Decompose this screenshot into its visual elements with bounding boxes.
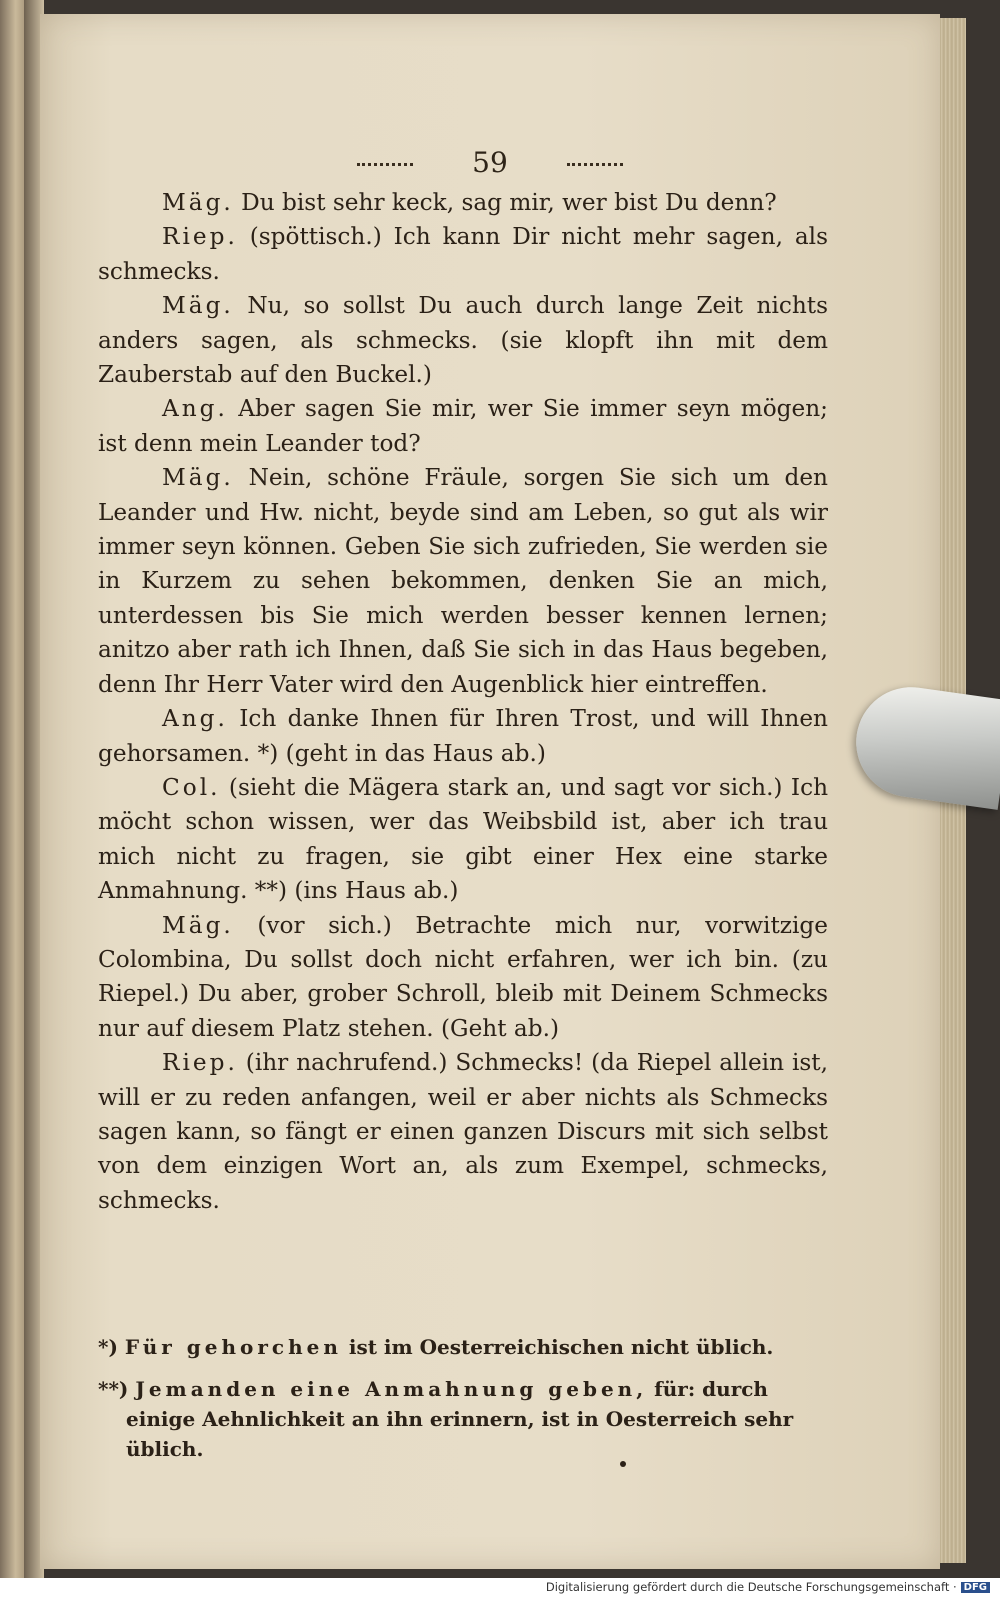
page-header	[40, 146, 940, 179]
dialogue-paragraph	[98, 461, 828, 702]
dialogue-paragraph	[98, 909, 828, 1047]
speaker-name: Ang.	[162, 395, 228, 423]
speaker-name: Mäg.	[162, 189, 234, 216]
dialogue-text: (sieht die Mägera stark an, und sagt vor sich.) Ich möcht schon wissen, wer das Weibsbild ist, aber ich trau mich nicht zu fragen, sie gibt einer Hex eine starke Anmahnung. **) (ins Haus ab.)	[98, 773, 828, 905]
header-ornament-left	[357, 163, 413, 166]
speaker-name: Mäg.	[162, 292, 234, 320]
credit-text: Digitalisierung gefördert durch die Deutsche Forschungsgemeinschaft ·	[545, 1580, 957, 1594]
dialogue-text: Nu, so sollst Du auch durch lange Zeit nichts anders sagen, als schmecks. (sie klopft ihn mit dem Zauberstab auf den Buckel.)	[98, 292, 828, 389]
dialogue-paragraph	[98, 702, 828, 771]
footnote	[98, 1374, 828, 1464]
dialogue-text: Aber sagen Sie mir, wer Sie immer seyn mögen; ist denn mein Leander tod?	[98, 395, 828, 457]
digitization-credit	[546, 1580, 990, 1594]
dialogue-text: Nein, schöne Fräule, sorgen Sie sich um den Leander und Hw. nicht, beyde sind am Leben, so gut als wir immer seyn können. Geben Sie sich zufrieden, Sie werden sie in Kurzem zu sehen bekommen, denken Sie an mich, unterdessen bis Sie mich werden besser kennen lernen; anitzo aber rath ich Ihnen, daß Sie sich in das Haus begeben, denn Ihr Herr Vater wird den Augenblick hier eintreffen.	[98, 464, 828, 698]
book-page	[40, 14, 940, 1569]
footnote-mark: **)	[98, 1377, 129, 1401]
speaker-name: Mäg.	[162, 911, 234, 939]
footnote	[98, 1332, 828, 1362]
footnote-text: ist im Oesterreichischen nicht üblich.	[341, 1335, 774, 1359]
dialogue-text: (vor sich.) Betrachte mich nur, vorwitzige Colombina, Du sollst doch nicht erfahren, wer ich bin. (zu Riepel.) Du aber, grober Schroll, bleib mit Deinem Schmecks nur auf diesem Platz stehen. (Geht ab.)	[98, 911, 828, 1042]
dialogue-text: (spöttisch.) Ich kann Dir nicht mehr sagen, als schmecks.	[98, 223, 828, 285]
dialogue-paragraph	[98, 289, 828, 392]
speaker-name: Ang.	[162, 705, 228, 733]
footnote-term: Für gehorchen	[124, 1335, 342, 1359]
dialogue-paragraph	[98, 186, 828, 220]
left-page-edge	[0, 0, 26, 1578]
speaker-name: Riep.	[162, 223, 238, 251]
footnotes	[98, 1332, 828, 1476]
footnote-term: Jemanden eine Anmahnung geben,	[135, 1377, 648, 1401]
dialogue-paragraph	[98, 771, 828, 909]
dfg-logo: DFG	[961, 1582, 990, 1593]
header-ornament-right	[567, 163, 623, 166]
dialogue-text: (ihr nachrufend.) Schmecks! (da Riepel allein ist, will er zu reden anfangen, weil er aber nichts als Schmecks sagen kann, so fängt er einen ganzen Discurs mit sich selbst von dem einzigen Wort an, als zum Exempel, schmecks, schmecks.	[98, 1049, 828, 1214]
dialogue-paragraph	[98, 1046, 828, 1218]
dialogue-text: Du bist sehr keck, sag mir, wer bist Du denn?	[233, 189, 777, 216]
speaker-name: Riep.	[162, 1049, 238, 1077]
footnote-text: für: durch einige Aehnlichkeit an ihn erinnern, ist in Oesterreich sehr üblich.	[126, 1377, 794, 1461]
dialogue-paragraph	[98, 392, 828, 461]
dialogue-text: Ich danke Ihnen für Ihren Trost, und will Ihnen gehorsamen. *) (geht in das Haus ab.)	[98, 705, 828, 767]
speaker-name: Col.	[162, 773, 221, 801]
footnote-mark: *)	[98, 1335, 118, 1359]
speaker-name: Mäg.	[162, 464, 234, 492]
main-text	[98, 186, 828, 1218]
page-number: 59	[472, 146, 508, 179]
ink-speck	[620, 1461, 626, 1467]
dialogue-paragraph	[98, 220, 828, 289]
